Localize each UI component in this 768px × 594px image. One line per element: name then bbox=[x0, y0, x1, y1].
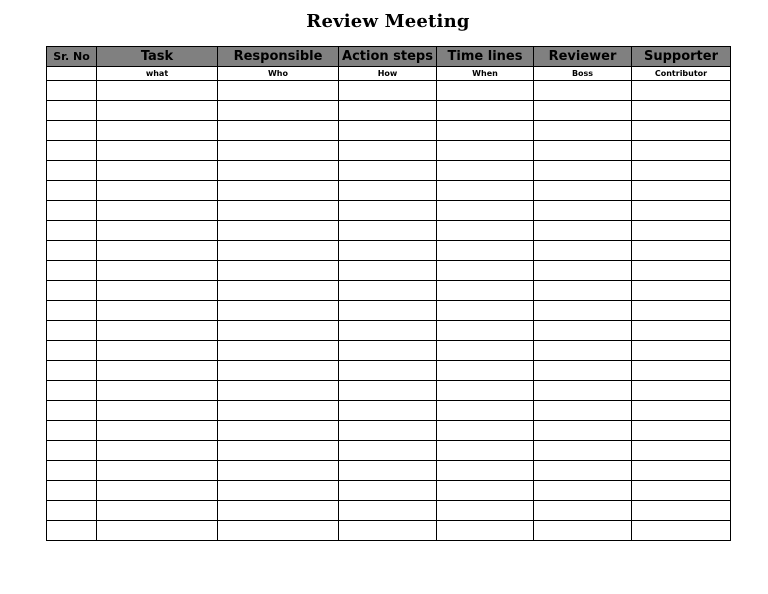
table-cell[interactable] bbox=[97, 501, 218, 521]
table-cell[interactable] bbox=[47, 181, 97, 201]
table-cell[interactable] bbox=[437, 101, 534, 121]
table-cell[interactable] bbox=[218, 281, 339, 301]
table-cell[interactable] bbox=[339, 321, 437, 341]
table-row bbox=[47, 401, 731, 421]
table-cell[interactable] bbox=[218, 161, 339, 181]
table-row bbox=[47, 521, 731, 541]
table-cell[interactable] bbox=[437, 421, 534, 441]
table-cell[interactable] bbox=[534, 141, 632, 161]
table-cell[interactable] bbox=[47, 361, 97, 381]
table-cell[interactable] bbox=[632, 181, 731, 201]
table-cell[interactable] bbox=[47, 521, 97, 541]
table-cell[interactable] bbox=[632, 261, 731, 281]
table-cell[interactable] bbox=[218, 381, 339, 401]
table-cell[interactable] bbox=[97, 221, 218, 241]
table-cell[interactable] bbox=[632, 221, 731, 241]
table-cell[interactable] bbox=[218, 221, 339, 241]
table-cell[interactable] bbox=[97, 81, 218, 101]
table-cell[interactable] bbox=[47, 381, 97, 401]
table-cell[interactable] bbox=[437, 201, 534, 221]
table-row bbox=[47, 341, 731, 361]
table-cell[interactable] bbox=[47, 81, 97, 101]
table-row bbox=[47, 141, 731, 161]
table-cell[interactable] bbox=[47, 101, 97, 121]
table-cell[interactable] bbox=[534, 81, 632, 101]
table-cell[interactable] bbox=[632, 141, 731, 161]
table-cell[interactable] bbox=[339, 81, 437, 101]
table-cell[interactable] bbox=[218, 241, 339, 261]
page-title: Review Meeting bbox=[306, 11, 470, 32]
table-row bbox=[47, 321, 731, 341]
table-cell[interactable] bbox=[218, 301, 339, 321]
table-cell[interactable] bbox=[339, 441, 437, 461]
header-row bbox=[47, 47, 731, 67]
table-cell[interactable] bbox=[47, 421, 97, 441]
table-cell[interactable] bbox=[632, 361, 731, 381]
table-cell[interactable] bbox=[632, 381, 731, 401]
table-cell[interactable] bbox=[534, 441, 632, 461]
table-cell[interactable] bbox=[632, 501, 731, 521]
table-cell[interactable] bbox=[218, 521, 339, 541]
table-cell[interactable] bbox=[47, 341, 97, 361]
column-header-time-lines: Time lines bbox=[437, 47, 534, 67]
table-row bbox=[47, 461, 731, 481]
table-cell[interactable] bbox=[97, 121, 218, 141]
table-cell[interactable] bbox=[437, 81, 534, 101]
table-cell[interactable] bbox=[218, 321, 339, 341]
subheader-row bbox=[47, 67, 731, 81]
table-cell[interactable] bbox=[97, 361, 218, 381]
table-cell[interactable] bbox=[437, 441, 534, 461]
table-row bbox=[47, 261, 731, 281]
table-cell[interactable] bbox=[97, 521, 218, 541]
column-subheader-how: How bbox=[339, 67, 437, 81]
table-cell[interactable] bbox=[47, 321, 97, 341]
table-cell[interactable] bbox=[437, 401, 534, 421]
table-cell[interactable] bbox=[339, 141, 437, 161]
table-cell[interactable] bbox=[47, 301, 97, 321]
table-cell[interactable] bbox=[632, 321, 731, 341]
table-cell[interactable] bbox=[97, 241, 218, 261]
column-subheader-boss: Boss bbox=[534, 67, 632, 81]
table-row bbox=[47, 281, 731, 301]
table-cell[interactable] bbox=[97, 181, 218, 201]
table-cell[interactable] bbox=[632, 81, 731, 101]
table-row bbox=[47, 301, 731, 321]
column-header-task: Task bbox=[97, 47, 218, 67]
table-cell[interactable] bbox=[632, 121, 731, 141]
table-cell[interactable] bbox=[437, 361, 534, 381]
table-cell[interactable] bbox=[218, 441, 339, 461]
table-cell[interactable] bbox=[47, 501, 97, 521]
table-cell[interactable] bbox=[218, 501, 339, 521]
table-cell[interactable] bbox=[632, 301, 731, 321]
table-cell[interactable] bbox=[437, 261, 534, 281]
table-row bbox=[47, 361, 731, 381]
column-subheader-who: Who bbox=[218, 67, 339, 81]
table-cell[interactable] bbox=[339, 381, 437, 401]
table-cell[interactable] bbox=[339, 181, 437, 201]
table-cell[interactable] bbox=[437, 481, 534, 501]
table-row bbox=[47, 501, 731, 521]
column-subheader-what: what bbox=[97, 67, 218, 81]
table-cell[interactable] bbox=[632, 481, 731, 501]
column-subheader-sr-no bbox=[47, 67, 97, 81]
table-cell[interactable] bbox=[534, 401, 632, 421]
table-row bbox=[47, 161, 731, 181]
table-cell[interactable] bbox=[218, 141, 339, 161]
table-cell[interactable] bbox=[97, 401, 218, 421]
table-row bbox=[47, 421, 731, 441]
table-cell[interactable] bbox=[437, 321, 534, 341]
table-cell[interactable] bbox=[632, 161, 731, 181]
table-cell[interactable] bbox=[534, 161, 632, 181]
table-cell[interactable] bbox=[632, 461, 731, 481]
table-cell[interactable] bbox=[534, 481, 632, 501]
table-row bbox=[47, 181, 731, 201]
table-cell[interactable] bbox=[97, 301, 218, 321]
table-cell[interactable] bbox=[97, 441, 218, 461]
table-row bbox=[47, 101, 731, 121]
table-cell[interactable] bbox=[47, 281, 97, 301]
column-header-supporter: Supporter bbox=[632, 47, 731, 67]
table-cell[interactable] bbox=[534, 381, 632, 401]
table-cell[interactable] bbox=[632, 101, 731, 121]
table-cell[interactable] bbox=[437, 281, 534, 301]
table-cell[interactable] bbox=[47, 261, 97, 281]
column-subheader-when: When bbox=[437, 67, 534, 81]
column-subheader-contributor: Contributor bbox=[632, 67, 731, 81]
table-cell[interactable] bbox=[534, 301, 632, 321]
table-cell[interactable] bbox=[97, 101, 218, 121]
table-cell[interactable] bbox=[47, 201, 97, 221]
table-cell[interactable] bbox=[339, 241, 437, 261]
table-cell[interactable] bbox=[339, 281, 437, 301]
table-cell[interactable] bbox=[534, 221, 632, 241]
table-cell[interactable] bbox=[534, 281, 632, 301]
table-cell[interactable] bbox=[339, 201, 437, 221]
table-cell[interactable] bbox=[218, 341, 339, 361]
table-cell[interactable] bbox=[339, 341, 437, 361]
table-cell[interactable] bbox=[339, 101, 437, 121]
table-cell[interactable] bbox=[97, 341, 218, 361]
table-cell[interactable] bbox=[97, 261, 218, 281]
column-header-reviewer: Reviewer bbox=[534, 47, 632, 67]
table-row bbox=[47, 441, 731, 461]
table-cell[interactable] bbox=[339, 361, 437, 381]
table-cell[interactable] bbox=[97, 381, 218, 401]
table-cell[interactable] bbox=[437, 181, 534, 201]
table-cell[interactable] bbox=[47, 461, 97, 481]
table-cell[interactable] bbox=[339, 421, 437, 441]
table-cell[interactable] bbox=[437, 161, 534, 181]
table-cell[interactable] bbox=[437, 241, 534, 261]
table-cell[interactable] bbox=[218, 81, 339, 101]
table-cell[interactable] bbox=[632, 421, 731, 441]
table-cell[interactable] bbox=[437, 301, 534, 321]
table-cell[interactable] bbox=[339, 161, 437, 181]
table-cell[interactable] bbox=[339, 461, 437, 481]
table-cell[interactable] bbox=[97, 161, 218, 181]
table-cell[interactable] bbox=[97, 421, 218, 441]
column-header-sr-no: Sr. No bbox=[47, 47, 97, 67]
table-cell[interactable] bbox=[218, 181, 339, 201]
table-cell[interactable] bbox=[534, 361, 632, 381]
table-cell[interactable] bbox=[47, 141, 97, 161]
table-cell[interactable] bbox=[632, 401, 731, 421]
column-header-action-steps: Action steps bbox=[339, 47, 437, 67]
table-cell[interactable] bbox=[437, 341, 534, 361]
table-cell[interactable] bbox=[97, 141, 218, 161]
table-cell[interactable] bbox=[437, 141, 534, 161]
table-row bbox=[47, 241, 731, 261]
table-cell[interactable] bbox=[97, 461, 218, 481]
table-cell[interactable] bbox=[339, 521, 437, 541]
table-cell[interactable] bbox=[632, 341, 731, 361]
table-cell[interactable] bbox=[534, 421, 632, 441]
table-cell[interactable] bbox=[97, 321, 218, 341]
table-cell[interactable] bbox=[534, 181, 632, 201]
table-cell[interactable] bbox=[47, 481, 97, 501]
table-cell[interactable] bbox=[47, 401, 97, 421]
column-header-responsible: Responsible bbox=[218, 47, 339, 67]
table-cell[interactable] bbox=[632, 521, 731, 541]
table-cell[interactable] bbox=[534, 241, 632, 261]
table-cell[interactable] bbox=[437, 461, 534, 481]
table-cell[interactable] bbox=[534, 501, 632, 521]
table-cell[interactable] bbox=[437, 521, 534, 541]
table-cell[interactable] bbox=[218, 461, 339, 481]
table-cell[interactable] bbox=[218, 261, 339, 281]
table-cell[interactable] bbox=[437, 121, 534, 141]
table-cell[interactable] bbox=[534, 461, 632, 481]
table-row bbox=[47, 481, 731, 501]
table-cell[interactable] bbox=[218, 101, 339, 121]
table-cell[interactable] bbox=[339, 221, 437, 241]
table-cell[interactable] bbox=[534, 261, 632, 281]
table-cell[interactable] bbox=[218, 121, 339, 141]
table-cell[interactable] bbox=[339, 121, 437, 141]
table-row bbox=[47, 201, 731, 221]
table-row bbox=[47, 121, 731, 141]
table-cell[interactable] bbox=[47, 441, 97, 461]
table-cell[interactable] bbox=[218, 401, 339, 421]
table-cell[interactable] bbox=[339, 501, 437, 521]
table-cell[interactable] bbox=[632, 201, 731, 221]
table-cell[interactable] bbox=[47, 221, 97, 241]
table-cell[interactable] bbox=[47, 161, 97, 181]
table-cell[interactable] bbox=[339, 301, 437, 321]
table-cell[interactable] bbox=[47, 241, 97, 261]
table-cell[interactable] bbox=[534, 521, 632, 541]
table-row bbox=[47, 221, 731, 241]
table-cell[interactable] bbox=[339, 481, 437, 501]
table-cell[interactable] bbox=[47, 121, 97, 141]
table-cell[interactable] bbox=[97, 481, 218, 501]
table-cell[interactable] bbox=[218, 201, 339, 221]
table-cell[interactable] bbox=[97, 281, 218, 301]
review-meeting-table bbox=[46, 46, 731, 541]
table-cell[interactable] bbox=[534, 101, 632, 121]
table-cell[interactable] bbox=[218, 481, 339, 501]
table-cell[interactable] bbox=[437, 381, 534, 401]
table-cell[interactable] bbox=[534, 201, 632, 221]
table-cell[interactable] bbox=[632, 281, 731, 301]
table-cell[interactable] bbox=[218, 361, 339, 381]
table-cell[interactable] bbox=[534, 321, 632, 341]
table-row bbox=[47, 81, 731, 101]
table-cell[interactable] bbox=[632, 441, 731, 461]
table-cell[interactable] bbox=[339, 401, 437, 421]
table-cell[interactable] bbox=[534, 121, 632, 141]
table-cell[interactable] bbox=[339, 261, 437, 281]
table-cell[interactable] bbox=[97, 201, 218, 221]
table-cell[interactable] bbox=[437, 221, 534, 241]
table-row bbox=[47, 381, 731, 401]
table-cell[interactable] bbox=[632, 241, 731, 261]
table-cell[interactable] bbox=[437, 501, 534, 521]
table-cell[interactable] bbox=[218, 421, 339, 441]
table-cell[interactable] bbox=[534, 341, 632, 361]
